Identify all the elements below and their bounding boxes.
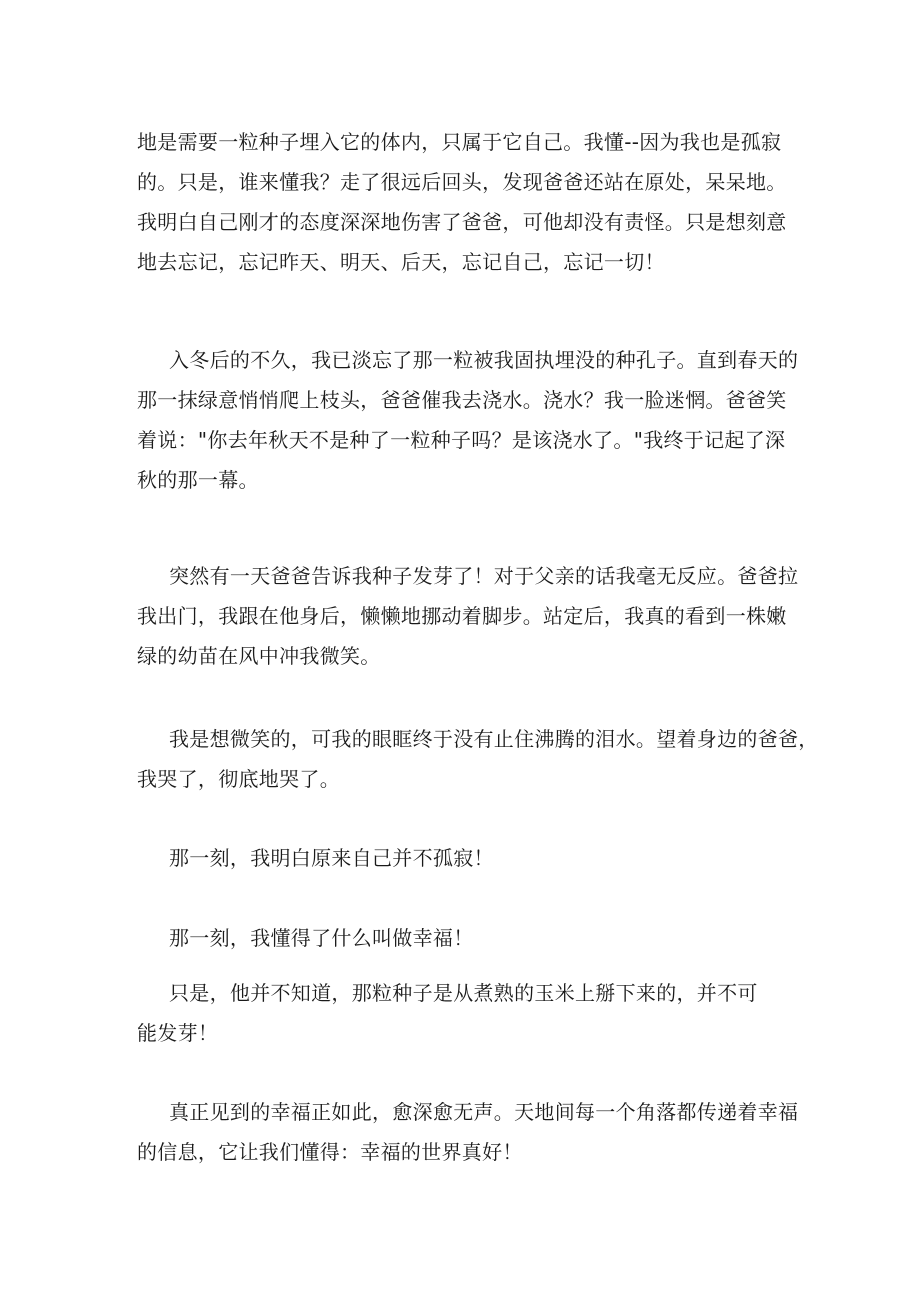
paragraph-3 xyxy=(137,556,797,676)
paragraph-5 xyxy=(137,838,797,878)
paragraph-4 xyxy=(137,719,819,799)
paragraph-line: 秋的那一幕。 xyxy=(137,468,259,492)
paragraph-line: 我出门，我跟在他身后，懒懒地挪动着脚步。站定后，我真的看到一株嫩 xyxy=(137,604,787,628)
paragraph-2 xyxy=(137,340,797,500)
paragraph-line: 的信息，它让我们懂得：幸福的世界真好！ xyxy=(137,1140,523,1164)
paragraph-1 xyxy=(137,122,797,282)
paragraph-line: 地是需要一粒种子埋入它的体内，只属于它自己。我懂--因为我也是孤寂 xyxy=(137,130,782,154)
paragraph-8 xyxy=(137,1092,797,1172)
paragraph-line: 能发芽！ xyxy=(137,1021,219,1045)
paragraph-line: 只是，他并不知道，那粒种子是从煮熟的玉米上掰下来的，并不可 xyxy=(169,981,758,1005)
paragraph-line: 我是想微笑的，可我的眼眶终于没有止住沸腾的泪水。望着身边的爸爸， xyxy=(169,727,819,751)
paragraph-line: 突然有一天爸爸告诉我种子发芽了！对于父亲的话我毫无反应。爸爸拉 xyxy=(169,564,799,588)
paragraph-line: 真正见到的幸福正如此，愈深愈无声。天地间每一个角落都传递着幸福 xyxy=(169,1100,799,1124)
paragraph-line: 我哭了，彻底地哭了。 xyxy=(137,767,340,791)
paragraph-line: 绿的幼苗在风中冲我微笑。 xyxy=(137,644,381,668)
paragraph-line: 着说："你去年秋天不是种了一粒种子吗？是该浇水了。"我终于记起了深 xyxy=(137,428,786,452)
paragraph-7 xyxy=(137,973,797,1053)
paragraph-line: 我明白自己刚才的态度深深地伤害了爸爸，可他却没有责怪。只是想刻意 xyxy=(137,210,787,234)
paragraph-line: 入冬后的不久，我已淡忘了那一粒被我固执埋没的种孔子。直到春天的 xyxy=(169,348,799,372)
paragraph-line: 地去忘记，忘记昨天、明天、后天，忘记自己，忘记一切！ xyxy=(137,250,665,274)
paragraph-6 xyxy=(137,918,797,958)
paragraph-line: 那一抹绿意悄悄爬上枝头，爸爸催我去浇水。浇水？我一脸迷惘。爸爸笑 xyxy=(137,388,787,412)
paragraph-line: 那一刻，我明白原来自己并不孤寂！ xyxy=(169,846,494,870)
paragraph-line: 那一刻，我懂得了什么叫做幸福！ xyxy=(169,926,474,950)
paragraph-line: 的。只是，谁来懂我？走了很远后回头，发现爸爸还站在原处，呆呆地。 xyxy=(137,170,787,194)
